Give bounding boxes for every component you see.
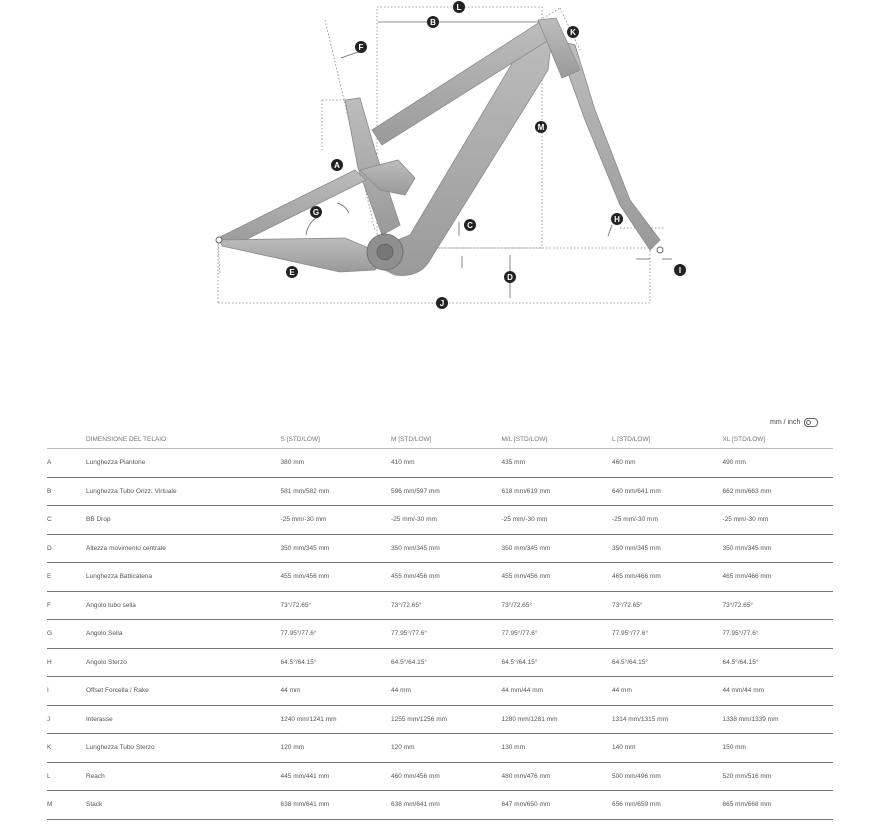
table-row (47, 648, 833, 677)
header-size-l: L [STD/LOW] (612, 430, 722, 449)
row-dimension-name: Offset Forcella / Rake (86, 677, 281, 706)
header-size-xl: XL [STD/LOW] (722, 430, 833, 449)
label-i: I (678, 266, 682, 275)
row-value: 647 mm/650 mm (502, 791, 612, 820)
row-value: 44 mm/44 mm (722, 677, 833, 706)
row-dimension-name: Angolo Sterzo (86, 648, 281, 677)
row-letter: A (47, 449, 86, 478)
bike-frame-geometry-diagram (0, 0, 876, 320)
table-row (47, 620, 833, 649)
header-size-s: S [STD/LOW] (281, 430, 391, 449)
row-value: 64.5°/64.15° (722, 648, 833, 677)
table-row (47, 734, 833, 763)
bike-frame (218, 18, 660, 275)
row-value: 1338 mm/1339 mm (722, 705, 833, 734)
row-value: 350 mm/345 mm (722, 534, 833, 563)
row-value: 44 mm (612, 677, 722, 706)
label-k: K (570, 28, 576, 37)
table-row (47, 477, 833, 506)
row-letter: M (47, 791, 86, 820)
row-value: 665 mm/668 mm (722, 791, 833, 820)
row-value: 77.95°/77.6° (281, 620, 391, 649)
row-value: 73°/72.65° (502, 591, 612, 620)
label-e: E (289, 268, 295, 277)
row-value: 120 mm (281, 734, 391, 763)
row-letter: K (47, 734, 86, 763)
row-value: 350 mm/345 mm (612, 534, 722, 563)
table-row (47, 506, 833, 535)
row-dimension-name: Angolo tubo sella (86, 591, 281, 620)
label-a: A (334, 161, 340, 170)
row-value: 77.95°/77.6° (722, 620, 833, 649)
row-value: 465 mm/466 mm (722, 563, 833, 592)
row-value: -25 mm/-30 mm (281, 506, 391, 535)
row-value: 445 mm/441 mm (281, 762, 391, 791)
row-value: 520 mm/516 mm (722, 762, 833, 791)
table-row (47, 563, 833, 592)
row-dimension-name: Altezza movimento centrale (86, 534, 281, 563)
row-value: 350 mm/345 mm (281, 534, 391, 563)
rear-axle (216, 237, 222, 243)
row-value: 500 mm/496 mm (612, 762, 722, 791)
label-m: M (537, 123, 545, 132)
front-axle (657, 247, 663, 253)
row-value: 130 mm (502, 734, 612, 763)
seat-stay (218, 170, 366, 245)
row-dimension-name: Lunghezza Tubo Orizz. Virtuale (86, 477, 281, 506)
row-value: 581 mm/582 mm (281, 477, 391, 506)
row-value: 150 mm (722, 734, 833, 763)
row-value: 618 mm/619 mm (502, 477, 612, 506)
row-value: 73°/72.65° (612, 591, 722, 620)
row-value: 656 mm/659 mm (612, 791, 722, 820)
row-value: 596 mm/597 mm (391, 477, 501, 506)
row-value: 73°/72.65° (391, 591, 501, 620)
toggle-switch-icon[interactable] (804, 418, 818, 427)
row-value: 77.95°/77.6° (502, 620, 612, 649)
row-letter: G (47, 620, 86, 649)
table-row (47, 791, 833, 820)
row-value: 460 mm (612, 449, 722, 478)
row-value: 77.95°/77.6° (612, 620, 722, 649)
row-letter: C (47, 506, 86, 535)
row-value: 140 mm (612, 734, 722, 763)
row-value: 640 mm/641 mm (612, 477, 722, 506)
row-value: 1255 mm/1256 mm (391, 705, 501, 734)
row-dimension-name: Lunghezza Tubo Sterzo (86, 734, 281, 763)
label-l: L (456, 3, 462, 12)
row-dimension-name: Angolo Sella (86, 620, 281, 649)
row-dimension-name: Stack (86, 791, 281, 820)
unit-toggle[interactable] (770, 418, 818, 427)
row-dimension-name: Reach (86, 762, 281, 791)
row-value: 73°/72.65° (281, 591, 391, 620)
header-size-ml: M/L [STD/LOW] (502, 430, 612, 449)
row-value: 490 mm (722, 449, 833, 478)
row-value: 44 mm (391, 677, 501, 706)
label-f: F (358, 43, 364, 52)
row-value: 662 mm/663 mm (722, 477, 833, 506)
label-g: G (312, 208, 320, 217)
row-value: 638 mm/641 mm (391, 791, 501, 820)
table-row (47, 449, 833, 478)
row-letter: L (47, 762, 86, 791)
row-letter: E (47, 563, 86, 592)
row-dimension-name: Lunghezza Piantone (86, 449, 281, 478)
header-size-m: M [STD/LOW] (391, 430, 501, 449)
unit-toggle-label: mm / inch (770, 419, 801, 426)
label-d: D (507, 273, 513, 282)
row-value: 465 mm/466 mm (612, 563, 722, 592)
row-value: 410 mm (391, 449, 501, 478)
row-value: -25 mm/-30 mm (612, 506, 722, 535)
row-value: 435 mm (502, 449, 612, 478)
row-dimension-name: Lunghezza Batticatena (86, 563, 281, 592)
row-value: 455 mm/456 mm (391, 563, 501, 592)
row-value: 1314 mm/1315 mm (612, 705, 722, 734)
row-letter: D (47, 534, 86, 563)
header-letter (47, 430, 86, 449)
row-dimension-name: BB Drop (86, 506, 281, 535)
row-value: -25 mm/-30 mm (722, 506, 833, 535)
table-row (47, 534, 833, 563)
label-c: C (467, 221, 473, 230)
row-value: 480 mm/476 mm (502, 762, 612, 791)
row-value: 455 mm/456 mm (502, 563, 612, 592)
row-letter: B (47, 477, 86, 506)
row-value: 44 mm/44 mm (502, 677, 612, 706)
geometry-table (47, 430, 833, 820)
row-value: 380 mm (281, 449, 391, 478)
row-value: 44 mm (281, 677, 391, 706)
row-value: 64.5°/64.15° (391, 648, 501, 677)
row-value: 64.5°/64.15° (612, 648, 722, 677)
row-letter: H (47, 648, 86, 677)
row-letter: F (47, 591, 86, 620)
row-value: 77.95°/77.6° (391, 620, 501, 649)
row-value: 120 mm (391, 734, 501, 763)
row-letter: J (47, 705, 86, 734)
row-value: 1280 mm/1281 mm (502, 705, 612, 734)
down-tube (375, 30, 552, 275)
row-value: -25 mm/-30 mm (502, 506, 612, 535)
table-header-row (47, 430, 833, 449)
row-value: 64.5°/64.15° (281, 648, 391, 677)
table-row (47, 677, 833, 706)
table-row (47, 705, 833, 734)
chain-stay (220, 238, 385, 272)
row-value: 1240 mm/1241 mm (281, 705, 391, 734)
row-value: 350 mm/345 mm (502, 534, 612, 563)
row-value: 455 mm/456 mm (281, 563, 391, 592)
row-value: -25 mm/-30 mm (391, 506, 501, 535)
row-value: 350 mm/345 mm (391, 534, 501, 563)
row-dimension-name: Interasse (86, 705, 281, 734)
table-row (47, 762, 833, 791)
row-value: 460 mm/456 mm (391, 762, 501, 791)
row-letter: I (47, 677, 86, 706)
motor (367, 234, 403, 270)
table-row (47, 591, 833, 620)
label-j: J (439, 299, 445, 308)
header-frame-dimension: DIMENSIONE DEL TELAIO (86, 430, 281, 449)
label-b: B (430, 18, 436, 27)
label-h: H (614, 215, 620, 224)
row-value: 638 mm/641 mm (281, 791, 391, 820)
row-value: 64.5°/64.15° (502, 648, 612, 677)
row-value: 73°/72.65° (722, 591, 833, 620)
table-body (47, 449, 833, 820)
